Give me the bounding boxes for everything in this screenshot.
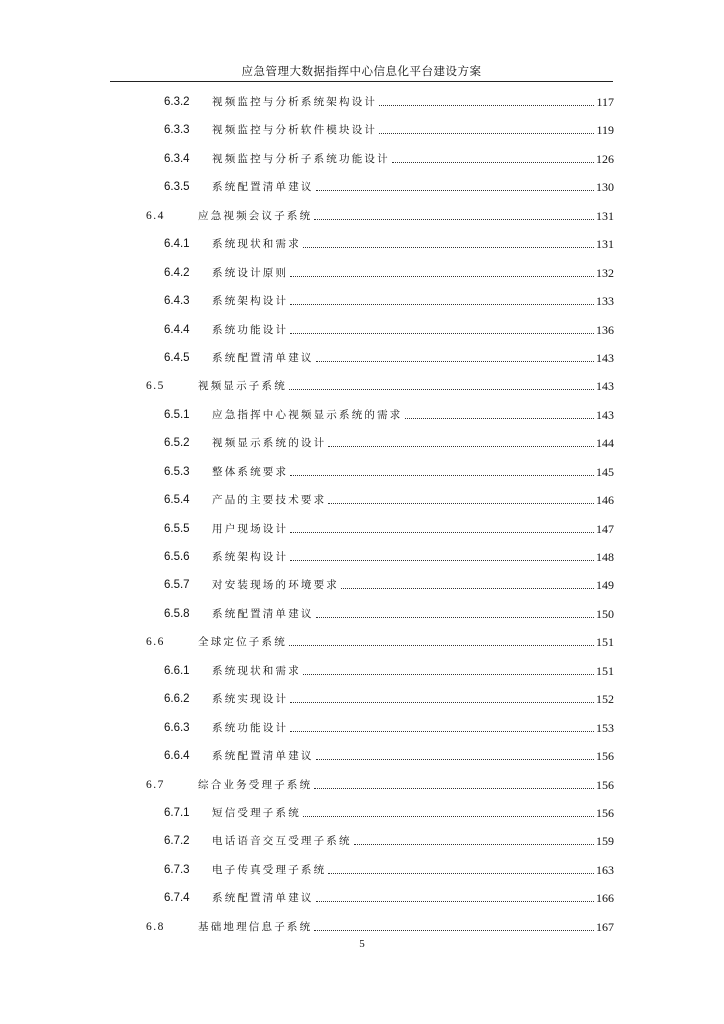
toc-entry-number: 6.5.2 — [164, 437, 190, 450]
toc-entry-number: 6.6.3 — [164, 721, 190, 734]
dot-leader — [379, 132, 594, 134]
toc-entry-page: 132 — [596, 265, 614, 280]
toc-entry-line — [212, 351, 614, 365]
toc-entry-title: 对安装现场的环境要求 — [212, 579, 339, 592]
toc-entry-number: 6.5 — [146, 380, 165, 393]
dot-leader — [303, 246, 594, 248]
toc-entry-number: 6.4.5 — [164, 351, 190, 364]
toc-entry-title: 视频监控与分析软件模块设计 — [212, 124, 378, 137]
toc-entry-number: 6.7.1 — [164, 806, 190, 819]
toc-entry-title: 应急视频会议子系统 — [198, 209, 313, 222]
toc-entry-page: 167 — [596, 919, 614, 934]
toc-entry-number: 6.5.5 — [164, 522, 190, 535]
dot-leader — [341, 587, 594, 589]
toc-entry-title: 电话语音交互受理子系统 — [212, 835, 352, 848]
toc-entry-title: 视频监控与分析系统架构设计 — [212, 96, 378, 108]
toc-entry-title: 系统配置清单建议 — [212, 750, 314, 763]
toc-entry-title: 系统架构设计 — [212, 295, 289, 308]
table-of-contents — [0, 88, 724, 941]
toc-entry-page: 143 — [596, 379, 614, 394]
dot-leader — [316, 616, 594, 618]
toc-entry-title: 综合业务受理子系统 — [198, 778, 313, 791]
toc-entry-title: 系统设计原则 — [212, 266, 289, 279]
toc-entry-title: 系统现状和需求 — [212, 238, 301, 251]
toc-entry-number: 6.5.6 — [164, 551, 190, 563]
toc-entry-line — [212, 578, 614, 592]
toc-entry-page: 130 — [596, 180, 614, 195]
toc-entry-page: 159 — [596, 834, 614, 849]
toc-entry-page: 131 — [596, 237, 614, 252]
toc-entry-number: 6.5.3 — [164, 465, 190, 478]
toc-entry-page: 147 — [596, 521, 614, 536]
toc-entry[interactable] — [0, 88, 724, 116]
dot-leader — [328, 445, 594, 447]
toc-entry-number: 6.3.5 — [164, 181, 190, 194]
toc-entry-number: 6.4.2 — [164, 266, 190, 279]
toc-entry-line — [198, 920, 614, 934]
toc-entry-line — [212, 95, 614, 109]
toc-entry-title: 系统配置清单建议 — [212, 181, 314, 194]
toc-entry-title: 短信受理子系统 — [212, 806, 301, 819]
toc-entry[interactable] — [0, 600, 724, 628]
toc-entry[interactable] — [0, 657, 724, 685]
dot-leader — [290, 730, 594, 732]
toc-entry[interactable] — [0, 372, 724, 400]
toc-entry[interactable] — [0, 344, 724, 372]
toc-entry-title: 系统配置清单建议 — [212, 607, 314, 620]
toc-entry-line — [212, 266, 614, 280]
toc-entry-title: 视频监控与分析子系统功能设计 — [212, 152, 390, 165]
toc-entry-line — [212, 692, 614, 706]
toc-entry-number: 6.3.2 — [164, 96, 190, 108]
toc-entry[interactable] — [0, 429, 724, 457]
toc-entry-number: 6.7.3 — [164, 863, 190, 876]
toc-entry-page: 119 — [596, 123, 614, 138]
toc-entry-title: 整体系统要求 — [212, 465, 289, 478]
toc-entry-page: 146 — [596, 493, 614, 508]
dot-leader — [303, 673, 594, 675]
page-number: 5 — [359, 938, 365, 950]
toc-entry-line — [212, 323, 614, 337]
dot-leader — [290, 559, 594, 561]
toc-entry[interactable] — [0, 515, 724, 543]
header-rule — [110, 81, 613, 82]
toc-entry-number: 6.6 — [146, 636, 165, 649]
toc-entry-page: 163 — [596, 862, 614, 877]
toc-entry[interactable] — [0, 316, 724, 344]
toc-entry-number: 6.6.4 — [164, 750, 190, 763]
toc-entry-line — [212, 607, 614, 621]
dot-leader — [314, 218, 594, 220]
dot-leader — [316, 758, 594, 760]
toc-entry-page: 152 — [596, 692, 614, 707]
toc-entry-page: 151 — [596, 635, 614, 650]
dot-leader — [316, 189, 594, 191]
dot-leader — [290, 332, 594, 334]
toc-entry-title: 电子传真受理子系统 — [212, 863, 327, 876]
toc-entry-page: 126 — [596, 151, 614, 166]
toc-entry-number: 6.4.4 — [164, 323, 190, 336]
toc-entry-number: 6.8 — [146, 920, 165, 933]
toc-entry-line — [198, 379, 614, 393]
toc-entry-title: 系统功能设计 — [212, 721, 289, 734]
running-header: 应急管理大数据指挥中心信息化平台建设方案 — [241, 64, 482, 78]
toc-entry-line — [198, 778, 614, 792]
toc-entry-number: 6.4 — [146, 209, 165, 222]
dot-leader — [405, 417, 595, 419]
toc-entry[interactable] — [0, 771, 724, 799]
dot-leader — [290, 531, 594, 533]
toc-entry-number: 6.3.4 — [164, 152, 190, 165]
toc-entry-line — [212, 436, 614, 450]
dot-leader — [379, 104, 594, 106]
toc-entry-line — [212, 863, 614, 877]
toc-entry-number: 6.5.1 — [164, 408, 190, 421]
toc-entry-title: 系统架构设计 — [212, 551, 289, 563]
toc-entry[interactable] — [0, 287, 724, 315]
dot-leader — [392, 161, 594, 163]
toc-entry-line — [212, 180, 614, 194]
toc-entry-page: 133 — [596, 294, 614, 309]
toc-entry-page: 117 — [596, 95, 614, 109]
toc-entry-title: 应急指挥中心视频显示系统的需求 — [212, 408, 403, 421]
toc-entry[interactable] — [0, 401, 724, 429]
dot-leader — [290, 474, 594, 476]
toc-entry-number: 6.5.4 — [164, 494, 190, 507]
toc-entry[interactable] — [0, 116, 724, 144]
toc-entry-title: 系统实现设计 — [212, 693, 289, 706]
toc-entry[interactable] — [0, 230, 724, 258]
toc-entry[interactable] — [0, 543, 724, 571]
toc-entry[interactable] — [0, 856, 724, 884]
toc-entry[interactable] — [0, 202, 724, 230]
toc-entry-page: 143 — [596, 350, 614, 365]
toc-entry-line — [212, 237, 614, 251]
toc-entry-line — [212, 550, 614, 564]
dot-leader — [290, 303, 594, 305]
toc-entry-page: 144 — [596, 436, 614, 451]
toc-entry-title: 产品的主要技术要求 — [212, 494, 327, 507]
toc-entry[interactable] — [0, 628, 724, 656]
toc-entry-number: 6.7.2 — [164, 835, 190, 848]
toc-entry-line — [212, 123, 614, 137]
toc-entry-number: 6.5.7 — [164, 579, 190, 592]
toc-entry-page: 131 — [596, 208, 614, 223]
dot-leader — [314, 929, 594, 931]
toc-entry-title: 视频显示系统的设计 — [212, 437, 327, 450]
toc-entry[interactable] — [0, 714, 724, 742]
toc-entry-number: 6.5.8 — [164, 607, 190, 620]
toc-entry-page: 148 — [596, 550, 614, 564]
toc-entry-title: 系统现状和需求 — [212, 664, 301, 677]
toc-entry-line — [212, 749, 614, 763]
toc-entry-line — [212, 152, 614, 166]
toc-entry-title: 系统配置清单建议 — [212, 892, 314, 905]
toc-entry-line — [212, 806, 614, 820]
dot-leader — [290, 701, 594, 703]
dot-leader — [328, 502, 594, 504]
dot-leader — [316, 360, 594, 362]
dot-leader — [289, 388, 594, 390]
toc-entry-page: 136 — [596, 322, 614, 337]
toc-entry-line — [198, 635, 614, 649]
toc-entry-page: 166 — [596, 891, 614, 906]
toc-entry-title: 视频显示子系统 — [198, 380, 287, 393]
toc-entry[interactable] — [0, 145, 724, 173]
toc-entry-number: 6.3.3 — [164, 124, 190, 137]
toc-entry-title: 用户现场设计 — [212, 522, 289, 535]
toc-entry-number: 6.4.1 — [164, 238, 190, 251]
toc-entry-line — [212, 493, 614, 507]
toc-entry[interactable] — [0, 799, 724, 827]
toc-entry-line — [212, 465, 614, 479]
toc-entry-line — [212, 721, 614, 735]
toc-entry[interactable] — [0, 913, 724, 941]
toc-entry-title: 系统配置清单建议 — [212, 351, 314, 364]
dot-leader — [290, 275, 594, 277]
toc-entry-page: 149 — [596, 578, 614, 593]
toc-entry-page: 156 — [596, 777, 614, 792]
toc-entry[interactable] — [0, 827, 724, 855]
toc-entry-number: 6.6.1 — [164, 664, 190, 677]
toc-entry[interactable] — [0, 259, 724, 287]
toc-entry[interactable] — [0, 571, 724, 599]
toc-entry-page: 153 — [596, 720, 614, 735]
toc-entry-title: 全球定位子系统 — [198, 636, 287, 649]
toc-entry-line — [212, 294, 614, 308]
toc-entry-page: 145 — [596, 464, 614, 479]
dot-leader — [303, 815, 594, 817]
toc-entry-number: 6.7.4 — [164, 892, 190, 905]
toc-entry-page: 151 — [596, 663, 614, 678]
toc-entry-page: 150 — [596, 606, 614, 621]
toc-entry[interactable] — [0, 685, 724, 713]
toc-entry-line — [212, 408, 614, 422]
toc-entry[interactable] — [0, 884, 724, 912]
toc-entry-page: 143 — [596, 407, 614, 422]
dot-leader — [289, 644, 594, 646]
toc-entry-number: 6.7 — [146, 778, 165, 791]
toc-entry-title: 系统功能设计 — [212, 323, 289, 336]
dot-leader — [314, 787, 594, 789]
toc-entry[interactable] — [0, 173, 724, 201]
toc-entry-line — [212, 522, 614, 536]
toc-entry-page: 156 — [596, 805, 614, 820]
toc-entry-line — [212, 664, 614, 678]
dot-leader — [354, 843, 594, 845]
toc-entry-line — [212, 891, 614, 905]
toc-entry-number: 6.4.3 — [164, 295, 190, 308]
toc-entry-line — [212, 834, 614, 848]
toc-entry-number: 6.6.2 — [164, 693, 190, 706]
dot-leader — [316, 900, 594, 902]
toc-entry[interactable] — [0, 458, 724, 486]
toc-entry-title: 基础地理信息子系统 — [198, 920, 313, 933]
toc-entry[interactable] — [0, 742, 724, 770]
toc-entry-line — [198, 209, 614, 223]
toc-entry[interactable] — [0, 486, 724, 514]
dot-leader — [328, 872, 594, 874]
toc-entry-page: 156 — [596, 749, 614, 764]
